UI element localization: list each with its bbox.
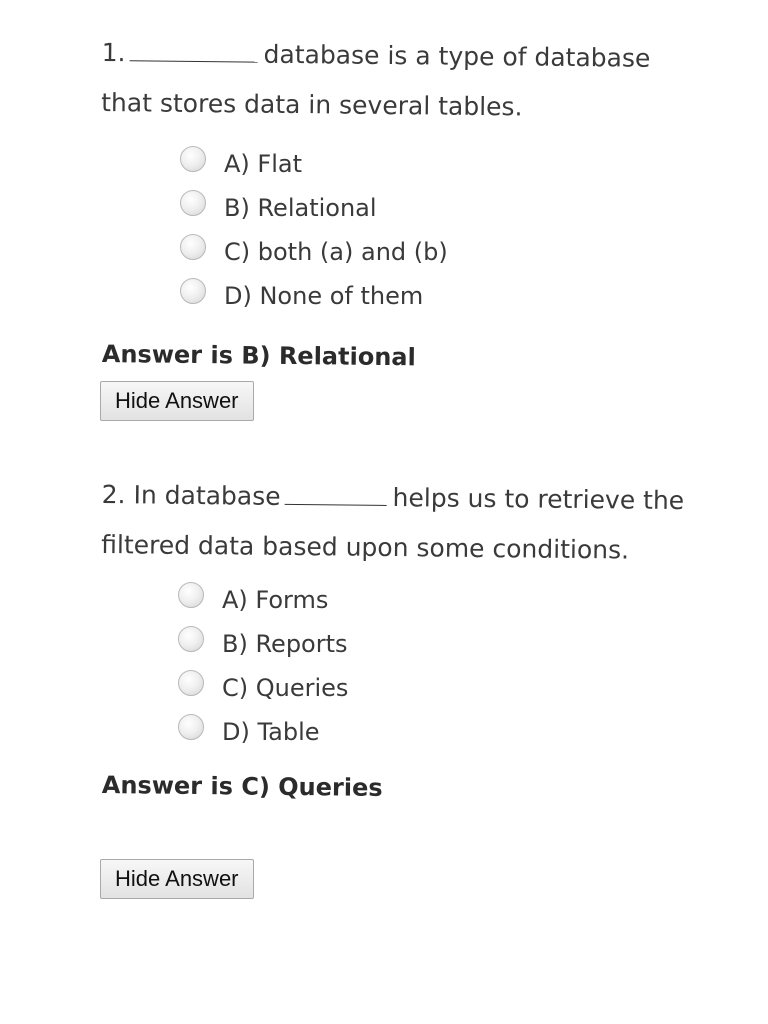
- question-2-number: 2.: [101, 479, 126, 510]
- option-label: D) Table: [222, 718, 320, 746]
- question-1-blank: [130, 42, 258, 62]
- option-label: C) both (a) and (b): [224, 238, 448, 266]
- question-1-text: [101, 28, 702, 134]
- question-2-lead: In database: [133, 480, 281, 511]
- question-1-options: [180, 146, 448, 322]
- option-label: D) None of them: [224, 282, 424, 310]
- question-1-option-c[interactable]: [180, 234, 448, 278]
- question-1-option-b[interactable]: [180, 190, 448, 234]
- question-1-option-d[interactable]: [180, 278, 448, 322]
- question-2-options: [178, 582, 348, 758]
- question-2-answer: Answer is C) Queries: [101, 771, 383, 802]
- option-label: A) Flat: [224, 150, 302, 178]
- question-1-answer: Answer is B) Relational: [101, 340, 416, 372]
- radio-button[interactable]: [178, 582, 204, 608]
- question-2-blank: [285, 486, 387, 506]
- question-2-text: [101, 470, 702, 576]
- radio-button[interactable]: [180, 234, 206, 260]
- radio-button[interactable]: [180, 278, 206, 304]
- question-1-option-a[interactable]: [180, 146, 448, 190]
- radio-button[interactable]: [178, 626, 204, 652]
- question-2-option-c[interactable]: [178, 670, 348, 714]
- radio-button[interactable]: [178, 714, 204, 740]
- question-1-number: 1.: [101, 37, 126, 68]
- option-label: B) Relational: [224, 194, 377, 222]
- radio-button[interactable]: [178, 670, 204, 696]
- question-2-option-b[interactable]: [178, 626, 348, 670]
- option-label: A) Forms: [222, 586, 329, 614]
- question-2-body: helps us to retrieve the filtered data based upon some conditions.: [101, 483, 685, 565]
- radio-button[interactable]: [180, 146, 206, 172]
- question-2-option-a[interactable]: [178, 582, 348, 626]
- question-2-option-d[interactable]: [178, 714, 348, 758]
- question-1-body: database is a type of database that stores data in several tables.: [101, 39, 651, 122]
- option-label: B) Reports: [222, 630, 348, 658]
- question-1-hide-answer-button[interactable]: Hide Answer: [100, 381, 254, 421]
- radio-button[interactable]: [180, 190, 206, 216]
- question-2-hide-answer-button[interactable]: Hide Answer: [100, 859, 254, 899]
- option-label: C) Queries: [222, 674, 349, 702]
